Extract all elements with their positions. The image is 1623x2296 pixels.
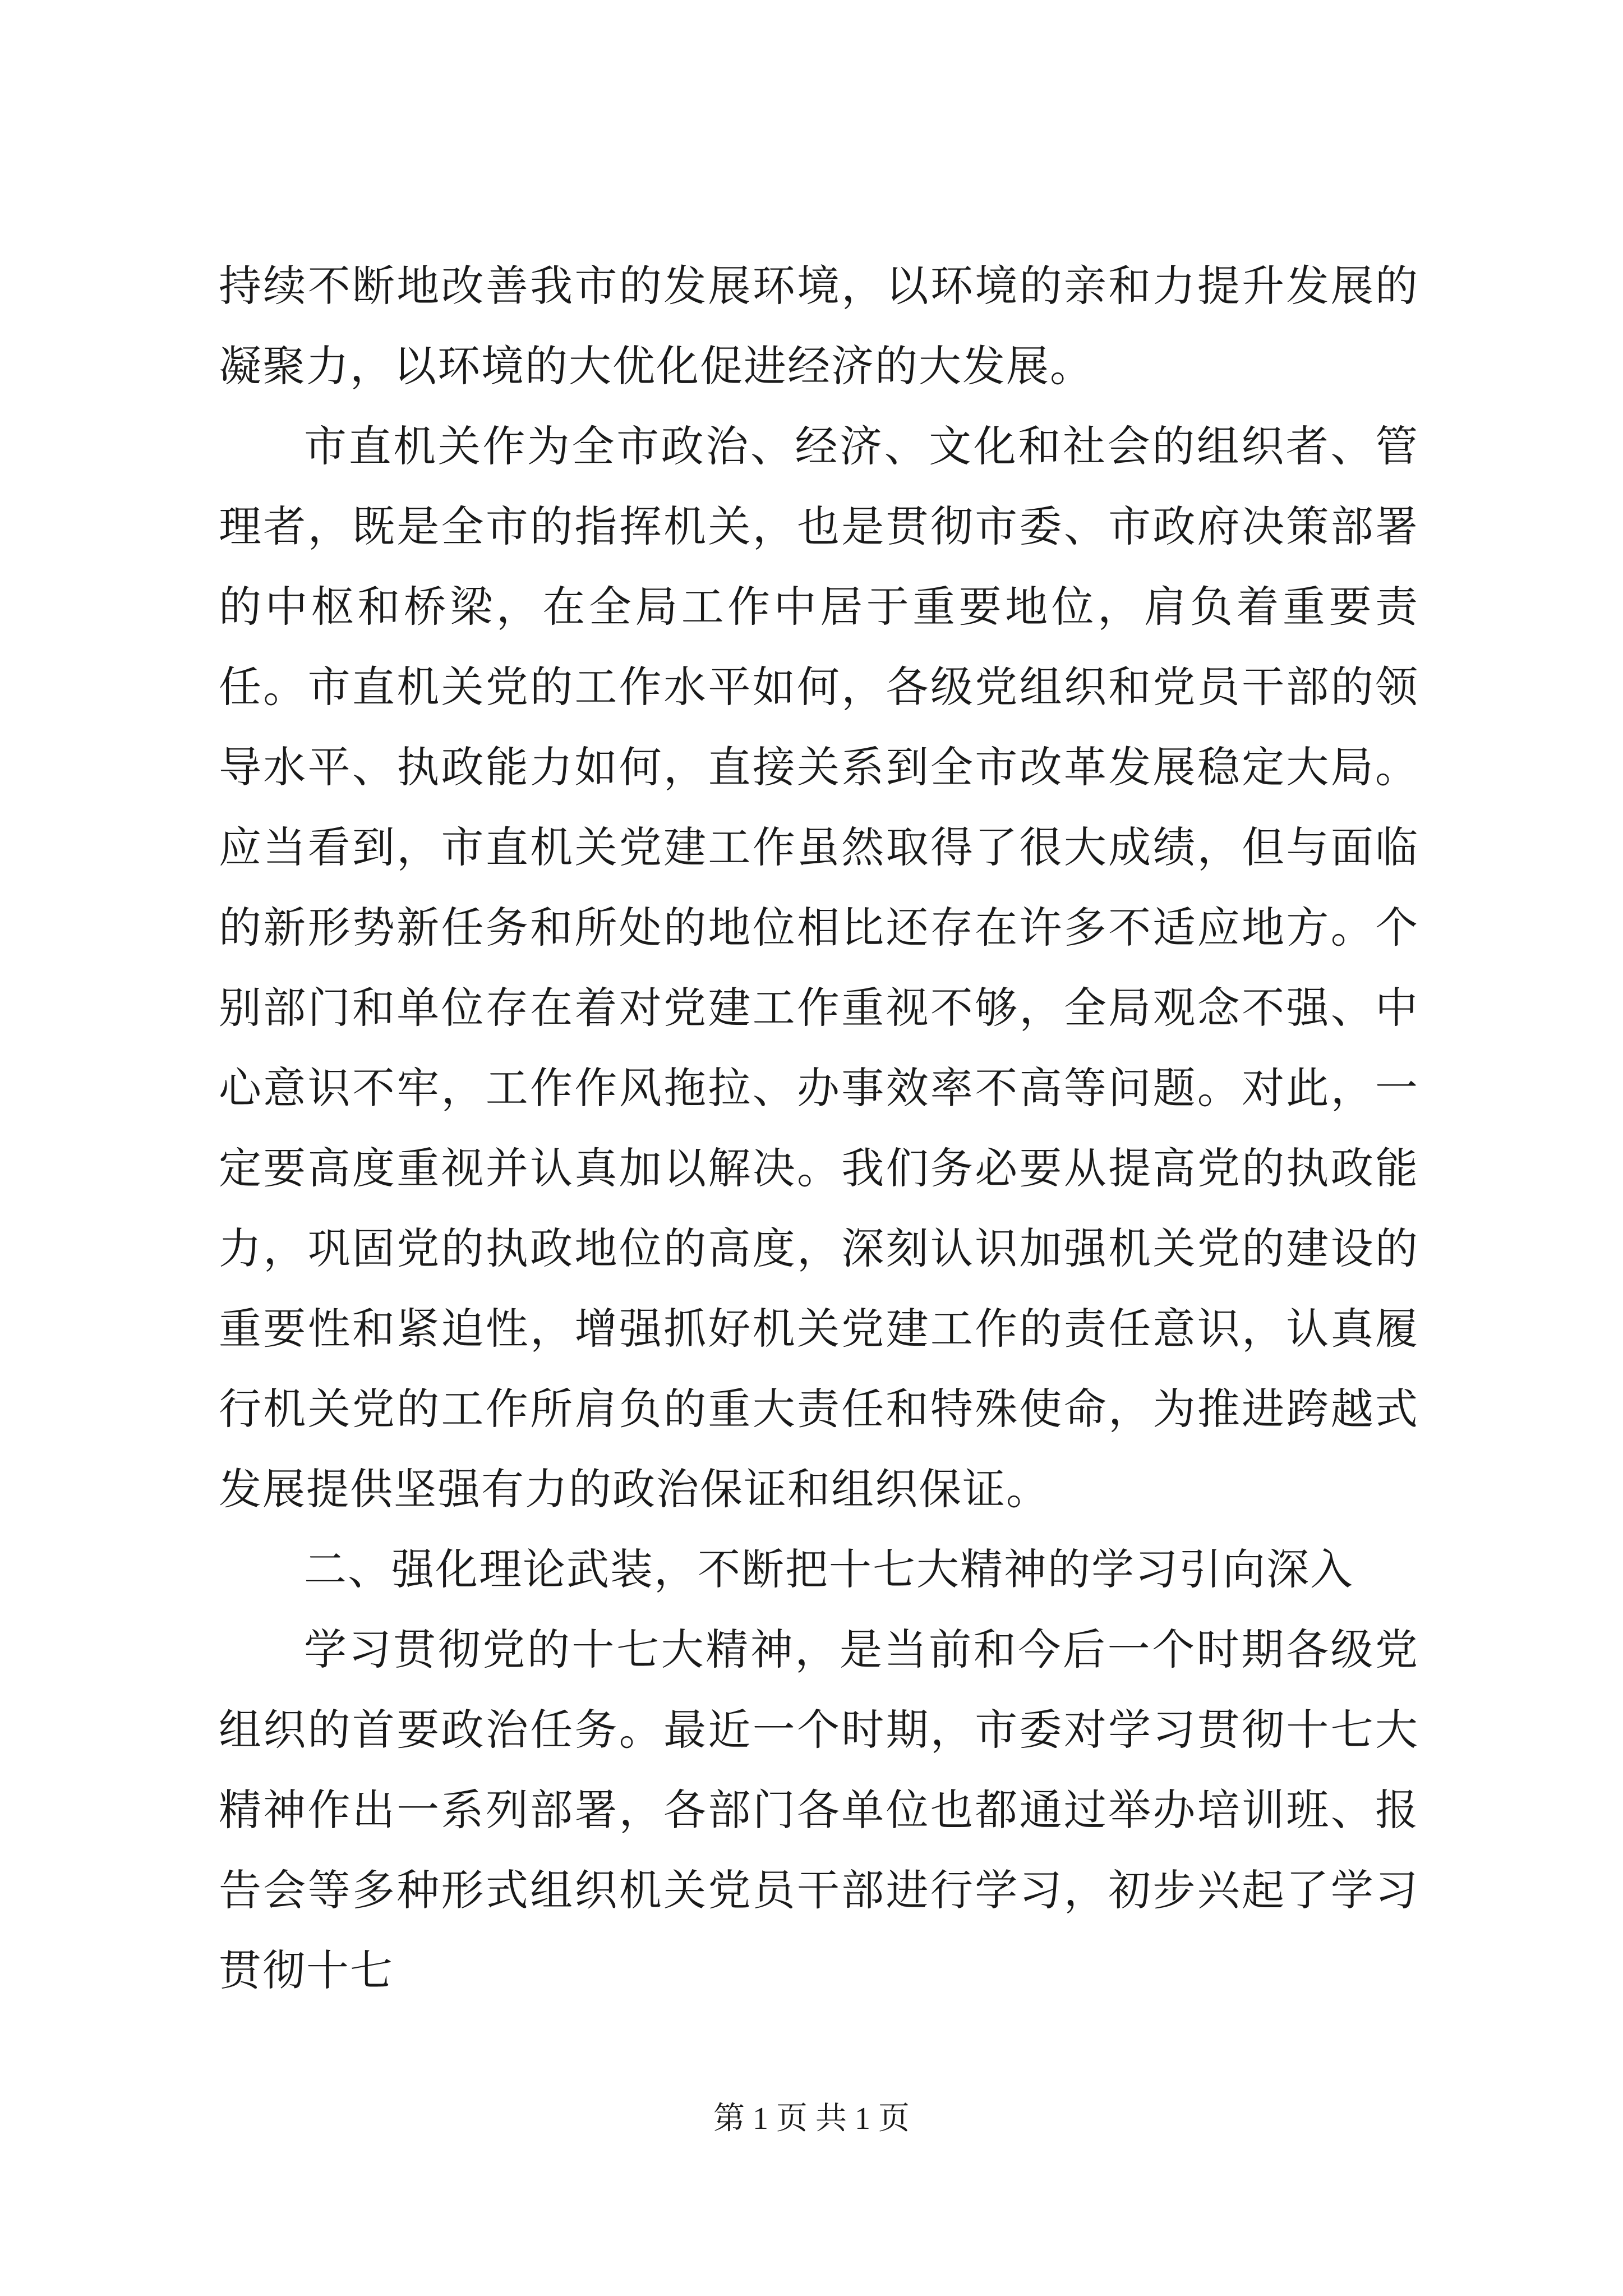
paragraph-1: 持续不断地改善我市的发展环境，以环境的亲和力提升发展的凝聚力，以环境的大优化促进经济的大发展。 — [219, 261, 1419, 391]
paragraph-2: 市直机关作为全市政治、经济、文化和社会的组织者、管理者，既是全市的指挥机关，也是贯彻市委、市政府决策部署的中枢和桥梁，在全局工作中居于重要地位，肩负着重要责任。市直机关党的工作水平如何，各级党组织和党员干部的领导水平、执政能力如何，直接关系到全市改革发展稳定大局。应当看到，市直机关党建工作虽然取得了很大成绩，但与面临的新形势新任务和所处的地位相比还存在许多不适应地方。个别部门和单位存在着对党建工作重视不够，全局观念不强、中心意识不牢，工作作风拖拉、办事效率不高等问题。对此，一定要高度重视并认真加以解决。我们务必要从提高党的执政能力，巩固党的执政地位的高度，深刻认识加强机关党的建设的重要性和紧迫性，增强抓好机关党建工作的责任意识，认真履行机关党的工作所肩负的重大责任和特殊使命，为推进跨越式发展提供坚强有力的政治保证和组织保证。 — [219, 421, 1419, 1514]
paragraph-3: 学习贯彻党的十七大精神，是当前和今后一个时期各级党组织的首要政治任务。最近一个时期，市委对学习贯彻十七大精神作出一系列部署，各部门各单位也都通过举办培训班、报告会等多种形式组织机关党员干部进行学习，初步兴起了学习贯彻十七 — [219, 1625, 1419, 1995]
document-body — [219, 246, 1419, 2010]
page-footer — [0, 2099, 1623, 2138]
page-number-label: 第 1 页 共 1 页 — [713, 2101, 910, 2136]
section-heading: 二、强化理论武装，不断把十七大精神的学习引向深入 — [304, 1544, 1354, 1594]
